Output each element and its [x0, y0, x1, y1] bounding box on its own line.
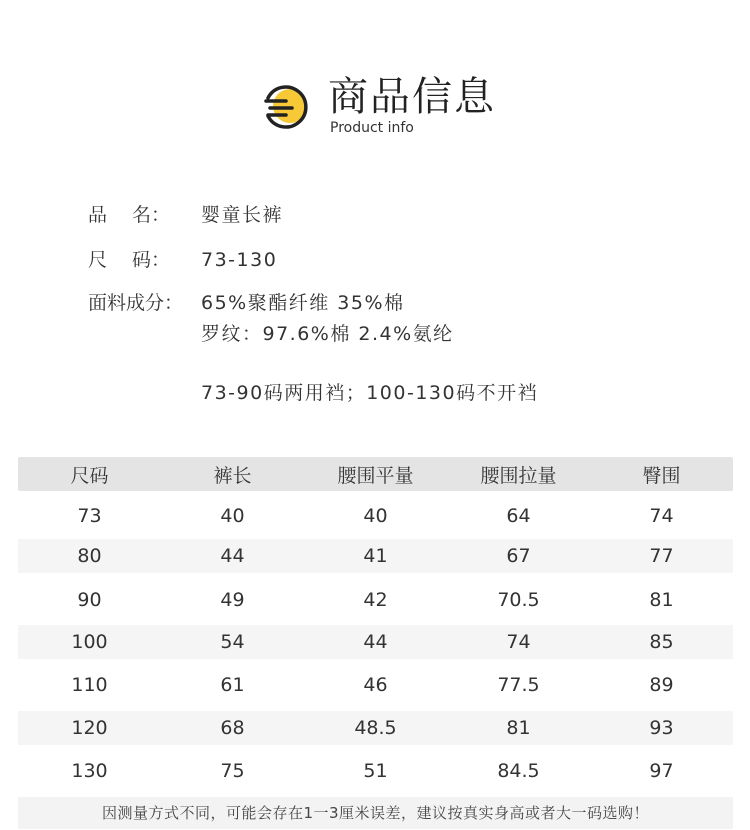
table-cell: 51 [363, 760, 388, 782]
table-cell: 46 [363, 674, 388, 696]
page-title: 商品信息 [328, 74, 496, 120]
table-cell: 70.5 [497, 589, 540, 611]
table-row [18, 539, 733, 573]
header-size: 尺码 [70, 464, 109, 487]
table-cell: 80 [77, 545, 102, 567]
table-cell: 84.5 [497, 760, 540, 782]
table-cell: 74 [649, 505, 674, 527]
fabric-value-1: 65%聚酯纤维 35%棉 [201, 292, 405, 314]
table-cell: 77 [649, 545, 674, 567]
table-row [18, 668, 733, 702]
crotch-note: 73-90码两用裆；100-130码不开裆 [201, 382, 539, 404]
table-row [18, 499, 733, 533]
page-subtitle: Product info [330, 120, 414, 136]
header-hip: 臀围 [642, 464, 681, 487]
fabric-value-2: 罗纹：97.6%棉 2.4%氨纶 [201, 323, 454, 345]
table-row [18, 583, 733, 617]
name-value: 婴童长裤 [201, 204, 284, 226]
header-waist-flat: 腰围平量 [337, 464, 414, 487]
fabric-label: 面料成分： [88, 292, 184, 314]
table-cell: 40 [220, 505, 245, 527]
table-cell: 64 [506, 505, 531, 527]
table-cell: 89 [649, 674, 674, 696]
table-cell: 74 [506, 631, 531, 653]
table-cell: 81 [506, 717, 531, 739]
table-cell: 44 [363, 631, 388, 653]
table-cell: 40 [363, 505, 388, 527]
table-cell: 41 [363, 545, 388, 567]
size-label: 尺 码： [88, 249, 171, 271]
document-lines-icon [262, 84, 314, 132]
size-value: 73-130 [201, 249, 278, 271]
table-cell: 61 [220, 674, 245, 696]
table-cell: 49 [220, 589, 245, 611]
measurement-note: 因测量方式不同，可能会存在1一3厘米误差，建议按真实身高或者大一码选购！ [18, 797, 733, 829]
table-row [18, 711, 733, 745]
table-cell: 73 [77, 505, 102, 527]
name-label: 品 名： [88, 204, 171, 226]
table-cell: 85 [649, 631, 674, 653]
table-cell: 130 [71, 760, 108, 782]
section-header [262, 70, 542, 140]
table-cell: 48.5 [354, 717, 397, 739]
table-cell: 54 [220, 631, 245, 653]
table-cell: 44 [220, 545, 245, 567]
table-cell: 42 [363, 589, 388, 611]
table-cell: 120 [71, 717, 108, 739]
table-cell: 93 [649, 717, 674, 739]
header-length: 裤长 [213, 464, 252, 487]
table-cell: 75 [220, 760, 245, 782]
table-header [18, 457, 733, 491]
table-cell: 110 [71, 674, 108, 696]
header-waist-stretch: 腰围拉量 [480, 464, 557, 487]
table-cell: 97 [649, 760, 674, 782]
table-row [18, 754, 733, 788]
table-cell: 81 [649, 589, 674, 611]
table-cell: 100 [71, 631, 108, 653]
table-row [18, 625, 733, 659]
table-cell: 67 [506, 545, 531, 567]
table-cell: 68 [220, 717, 245, 739]
table-cell: 90 [77, 589, 102, 611]
table-cell: 77.5 [497, 674, 540, 696]
